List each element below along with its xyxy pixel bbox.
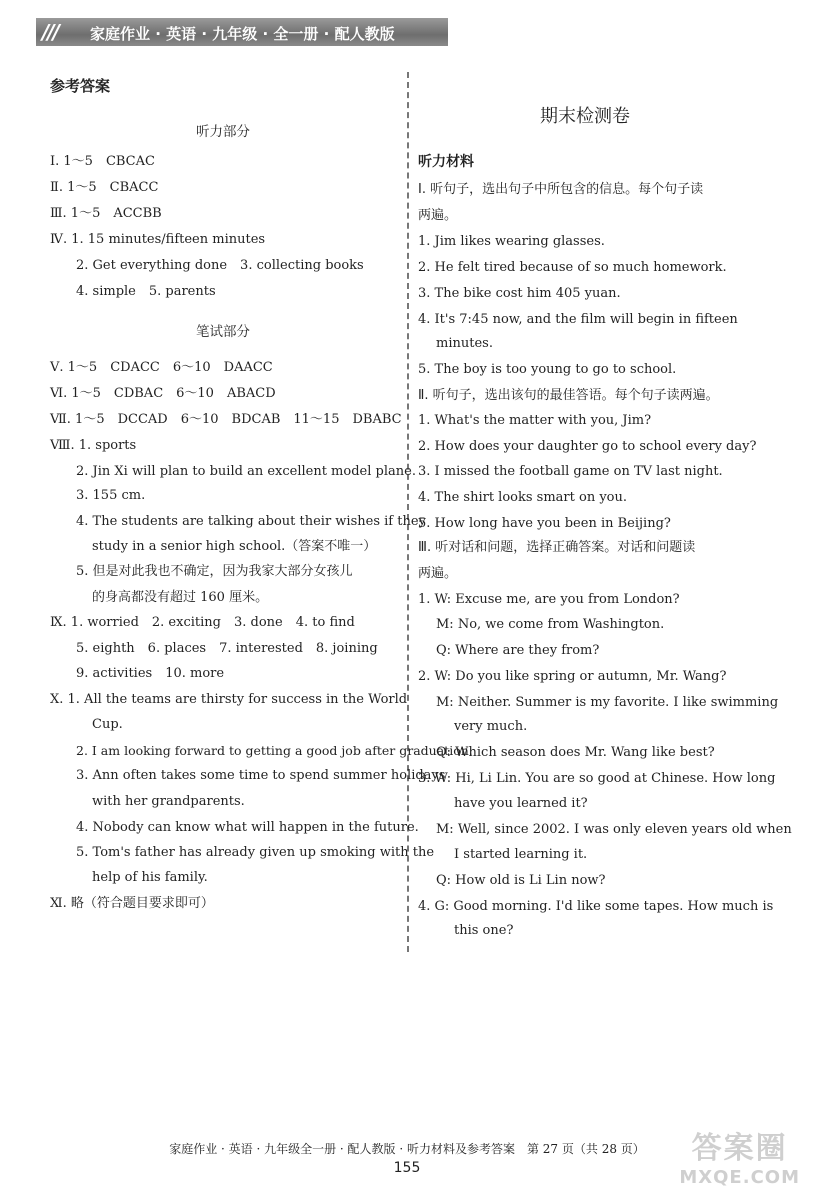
listening-section-title: 听力部分 bbox=[196, 124, 250, 140]
answer-line: 2. Jin Xi will plan to build an excellent model plane. bbox=[76, 464, 416, 479]
answer-line: Ⅲ. 1～5 ACCBB bbox=[50, 206, 162, 221]
answer-line: Ⅳ. 1. 15 minutes/fifteen minutes bbox=[50, 232, 266, 247]
footer-text: 家庭作业 · 英语 · 九年级全一册 · 配人教版 · 听力材料及参考答案 第 27 页（共 28 页） bbox=[169, 1142, 645, 1156]
script-line: Q: Where are they from? bbox=[436, 643, 600, 658]
section-instruction: Ⅲ. 听对话和问题，选择正确答案。对话和问题读 bbox=[418, 540, 696, 555]
script-line: 3. The bike cost him 405 yuan. bbox=[418, 286, 621, 301]
answer-line: 4. The students are talking about their wishes if they bbox=[76, 514, 426, 529]
answer-line: Ⅵ. 1～5 CDBAC 6～10 ABACD bbox=[50, 386, 276, 401]
answer-line: Ⅱ. 1～5 CBACC bbox=[50, 180, 159, 195]
answer-line: Ⅹ. 1. All the teams are thirsty for success in the World bbox=[50, 692, 408, 707]
script-line: Q: How old is Li Lin now? bbox=[436, 873, 606, 888]
script-line: M: Neither. Summer is my favorite. I like swimming bbox=[436, 695, 779, 710]
answer-line: Cup. bbox=[92, 717, 123, 732]
answer-line: Ⅴ. 1～5 CDACC 6～10 DAACC bbox=[50, 360, 273, 375]
answer-line: 4. simple 5. parents bbox=[76, 284, 216, 299]
watermark-logo bbox=[679, 1123, 800, 1188]
script-line: 5. The boy is too young to go to school. bbox=[418, 362, 677, 377]
script-line: 4. It's 7:45 now, and the film will begin in fifteen bbox=[418, 312, 738, 327]
answer-line: 9. activities 10. more bbox=[76, 666, 225, 681]
script-line: very much. bbox=[454, 719, 528, 734]
script-line: this one? bbox=[454, 923, 514, 938]
banner-slash-mark: /// bbox=[42, 20, 58, 44]
watermark-text-top: 答案圈 bbox=[691, 1131, 788, 1166]
script-line: minutes. bbox=[436, 336, 493, 351]
answer-line: Ⅸ. 1. worried 2. exciting 3. done 4. to find bbox=[50, 615, 355, 630]
script-line: 2. How does your daughter go to school every day? bbox=[418, 439, 757, 454]
answer-line: study in a senior high school.（答案不唯一） bbox=[92, 539, 377, 554]
exam-title: 期末检测卷 bbox=[540, 106, 630, 127]
section-instruction: 两遍。 bbox=[418, 566, 458, 581]
answer-line: 3. 155 cm. bbox=[76, 488, 146, 503]
script-line: 1. W: Excuse me, are you from London? bbox=[418, 592, 680, 607]
script-line: 3. I missed the football game on TV last night. bbox=[418, 464, 723, 479]
answer-line: Ⅺ. 略（符合题目要求即可） bbox=[50, 896, 214, 911]
answer-line: 2. Get everything done 3. collecting books bbox=[76, 258, 364, 273]
script-line: Q: Which season does Mr. Wang like best? bbox=[436, 745, 715, 760]
script-line: I started learning it. bbox=[454, 847, 588, 862]
answer-line: Ⅰ. 1～5 CBCAC bbox=[50, 154, 155, 169]
answer-line: with her grandparents. bbox=[92, 794, 245, 809]
script-line: 2. W: Do you like spring or autumn, Mr. Wang? bbox=[418, 669, 727, 684]
answer-line: 3. Ann often takes some time to spend summer holidays bbox=[76, 768, 446, 783]
script-line: 3. W: Hi, Li Lin. You are so good at Chinese. How long bbox=[418, 771, 776, 786]
script-line: M: No, we come from Washington. bbox=[436, 617, 665, 632]
answer-line: help of his family. bbox=[92, 870, 208, 885]
answer-line: 5. Tom's father has already given up smoking with the bbox=[76, 845, 435, 860]
answer-line: 5. eighth 6. places 7. interested 8. joining bbox=[76, 641, 378, 656]
script-line: 5. How long have you been in Beijing? bbox=[418, 516, 671, 531]
answer-line: 5. 但是对此我也不确定，因为我家大部分女孩儿 bbox=[76, 564, 353, 579]
answers-heading: 参考答案 bbox=[50, 77, 111, 95]
answer-line: 的身高都没有超过 160 厘米。 bbox=[92, 590, 269, 605]
written-section-title: 笔试部分 bbox=[196, 324, 250, 340]
script-line: M: Well, since 2002. I was only eleven years old when bbox=[436, 822, 792, 837]
answer-line: 4. Nobody can know what will happen in the future. bbox=[76, 820, 419, 835]
header-banner bbox=[36, 18, 448, 46]
script-line: 4. G: Good morning. I'd like some tapes. How much is bbox=[418, 899, 774, 914]
banner-title: 家庭作业 · 英语 · 九年级 · 全一册 · 配人教版 bbox=[90, 25, 395, 43]
answer-line: Ⅶ. 1～5 DCCAD 6～10 BDCAB 11～15 DBABC bbox=[50, 412, 402, 427]
answer-line: Ⅷ. 1. sports bbox=[50, 438, 137, 453]
script-line: 4. The shirt looks smart on you. bbox=[418, 490, 627, 505]
section-instruction: Ⅰ. 听句子，选出句子中所包含的信息。每个句子读 bbox=[418, 182, 704, 197]
material-title: 听力材料 bbox=[418, 154, 474, 170]
page-number: 155 bbox=[393, 1160, 421, 1176]
script-line: 1. Jim likes wearing glasses. bbox=[418, 234, 605, 249]
section-instruction: Ⅱ. 听句子，选出该句的最佳答语。每个句子读两遍。 bbox=[418, 388, 719, 403]
section-instruction: 两遍。 bbox=[418, 208, 458, 223]
script-line: have you learned it? bbox=[454, 796, 588, 811]
watermark-text-bottom: MXQE.COM bbox=[679, 1167, 800, 1188]
script-line: 2. He felt tired because of so much homework. bbox=[418, 260, 727, 275]
script-line: 1. What's the matter with you, Jim? bbox=[418, 413, 652, 428]
answer-line: 2. I am looking forward to getting a good job after graduation. bbox=[76, 743, 473, 758]
